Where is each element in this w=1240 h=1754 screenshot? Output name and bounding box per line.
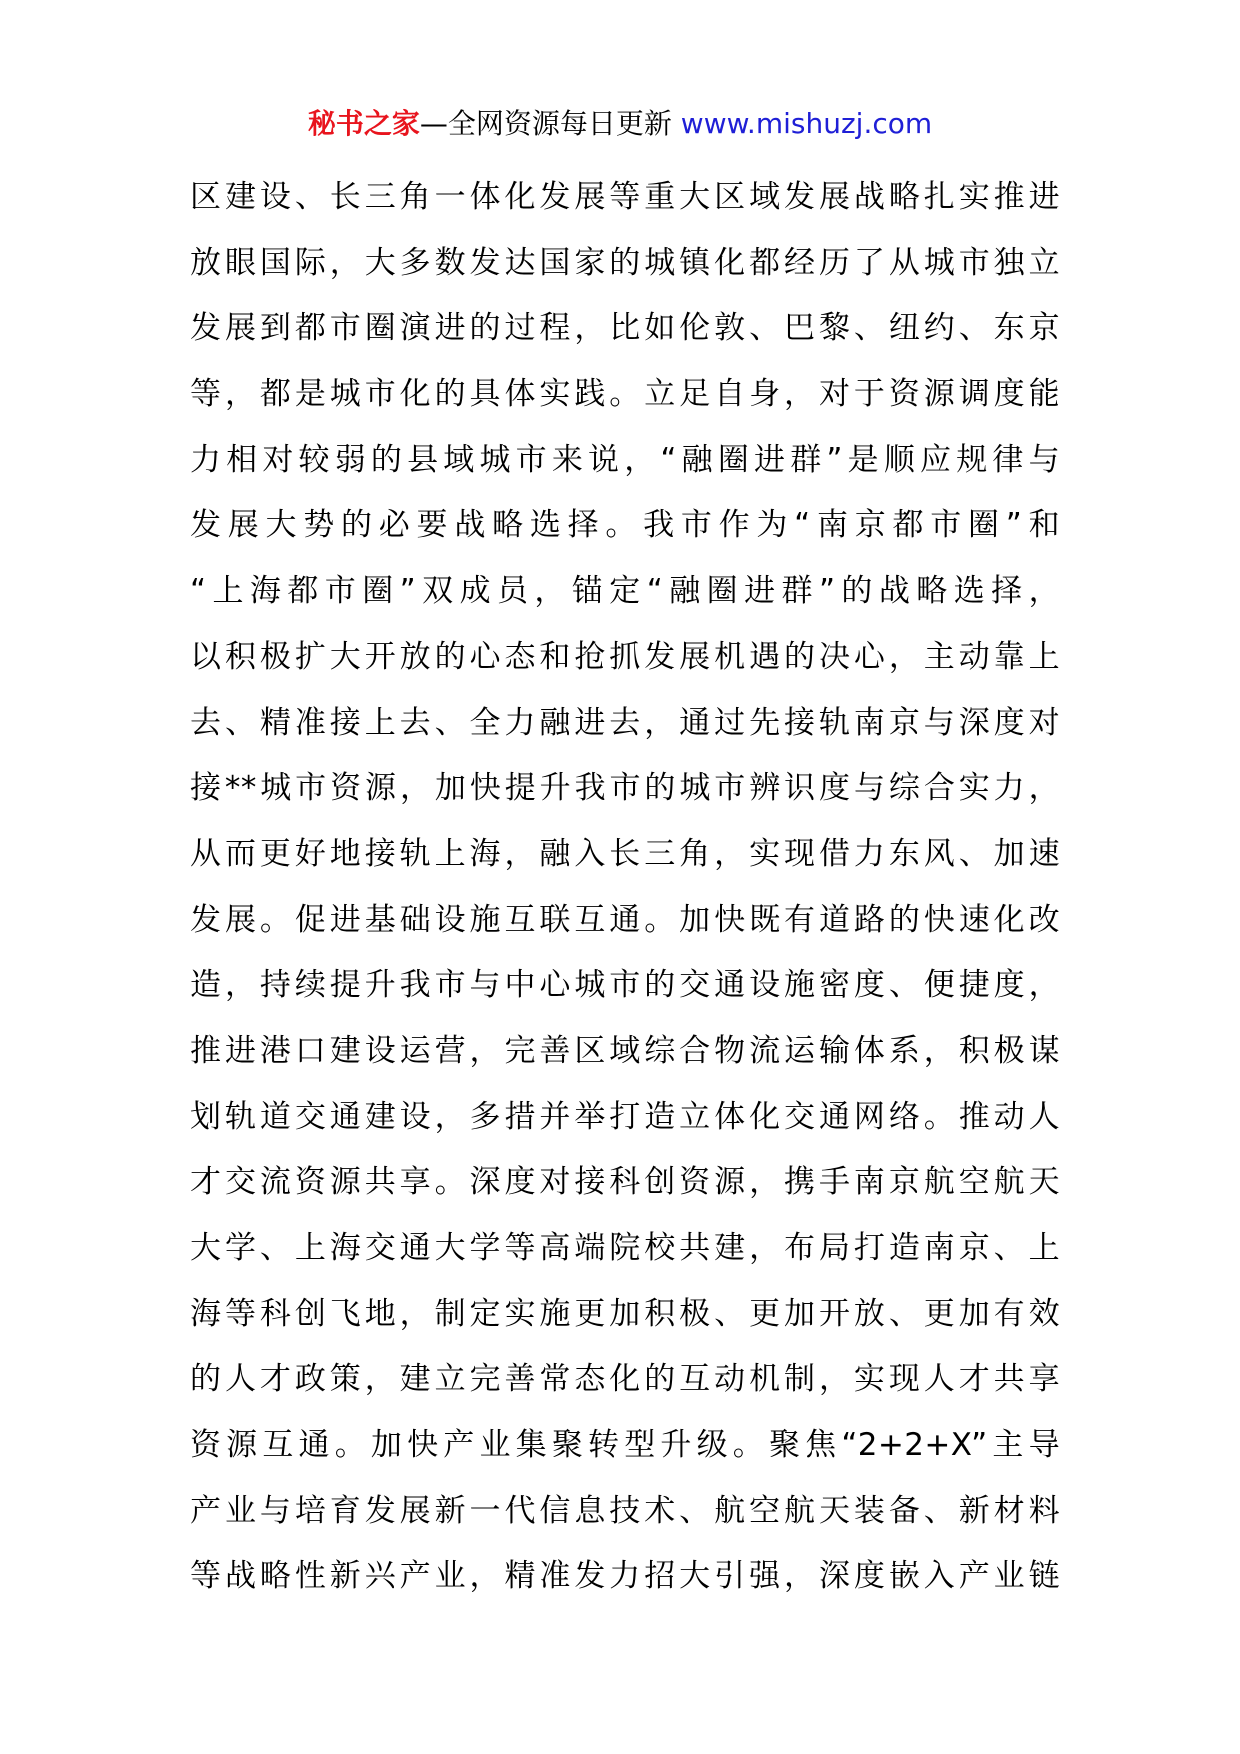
text-line: 才交流资源共享。深度对接科创资源，携手南京航空航天	[190, 1164, 1060, 1201]
page-header	[0, 104, 1240, 144]
text-line: 从而更好地接轨上海，融入长三角，实现借力东风、加速	[190, 835, 1060, 872]
document-body	[190, 165, 1060, 1610]
text-line: 区建设、长三角一体化发展等重大区域发展战略扎实推进	[190, 179, 1060, 215]
text-line: 发展到都市圈演进的过程，比如伦敦、巴黎、纽约、东京	[190, 310, 1060, 347]
text-line: 造，持续提升我市与中心城市的交通设施密度、便捷度，	[190, 967, 1060, 1004]
text-line: 等，都是城市化的具体实践。立足自身，对于资源调度能	[190, 376, 1060, 413]
text-line: 等战略性新兴产业，精准发力招大引强，深度嵌入产业链	[190, 1558, 1060, 1595]
text-line: 发展。促进基础设施互联互通。加快既有道路的快速化改	[190, 901, 1060, 938]
text-line: 划轨道交通建设，多措并举打造立体化交通网络。推动人	[190, 1098, 1060, 1135]
text-line: 产业与培育发展新一代信息技术、航空航天装备、新材料	[190, 1492, 1060, 1529]
text-line: 资源互通。加快产业集聚转型升级。聚焦“2+2+X”主导	[190, 1427, 1060, 1464]
text-line: 大学、上海交通大学等高端院校共建，布局打造南京、上	[190, 1230, 1060, 1266]
text-line: 放眼国际，大多数发达国家的城镇化都经历了从城市独立	[190, 244, 1060, 281]
text-line: 发展大势的必要战略选择。我市作为“南京都市圈”和	[190, 507, 1060, 544]
text-line: 推进港口建设运营，完善区域综合物流运输体系，积极谋	[190, 1032, 1060, 1069]
text-line: 海等科创飞地，制定实施更加积极、更加开放、更加有效	[190, 1295, 1060, 1332]
site-url-link[interactable]: www.mishuzj.com	[680, 107, 933, 140]
brand-name: 秘书之家	[307, 107, 420, 140]
text-line: 接**城市资源，加快提升我市的城市辨识度与综合实力，	[190, 770, 1060, 807]
text-line: 的人才政策，建立完善常态化的互动机制，实现人才共享	[190, 1361, 1060, 1398]
header-tagline: —全网资源每日更新	[419, 107, 672, 140]
text-line: 以积极扩大开放的心态和抢抓发展机遇的决心，主动靠上	[190, 638, 1060, 675]
text-line: “上海都市圈”双成员，锚定“融圈进群”的战略选择，	[190, 573, 1060, 610]
text-line: 力相对较弱的县域城市来说，“融圈进群”是顺应规律与	[190, 441, 1060, 478]
text-line: 去、精准接上去、全力融进去，通过先接轨南京与深度对	[190, 704, 1060, 741]
